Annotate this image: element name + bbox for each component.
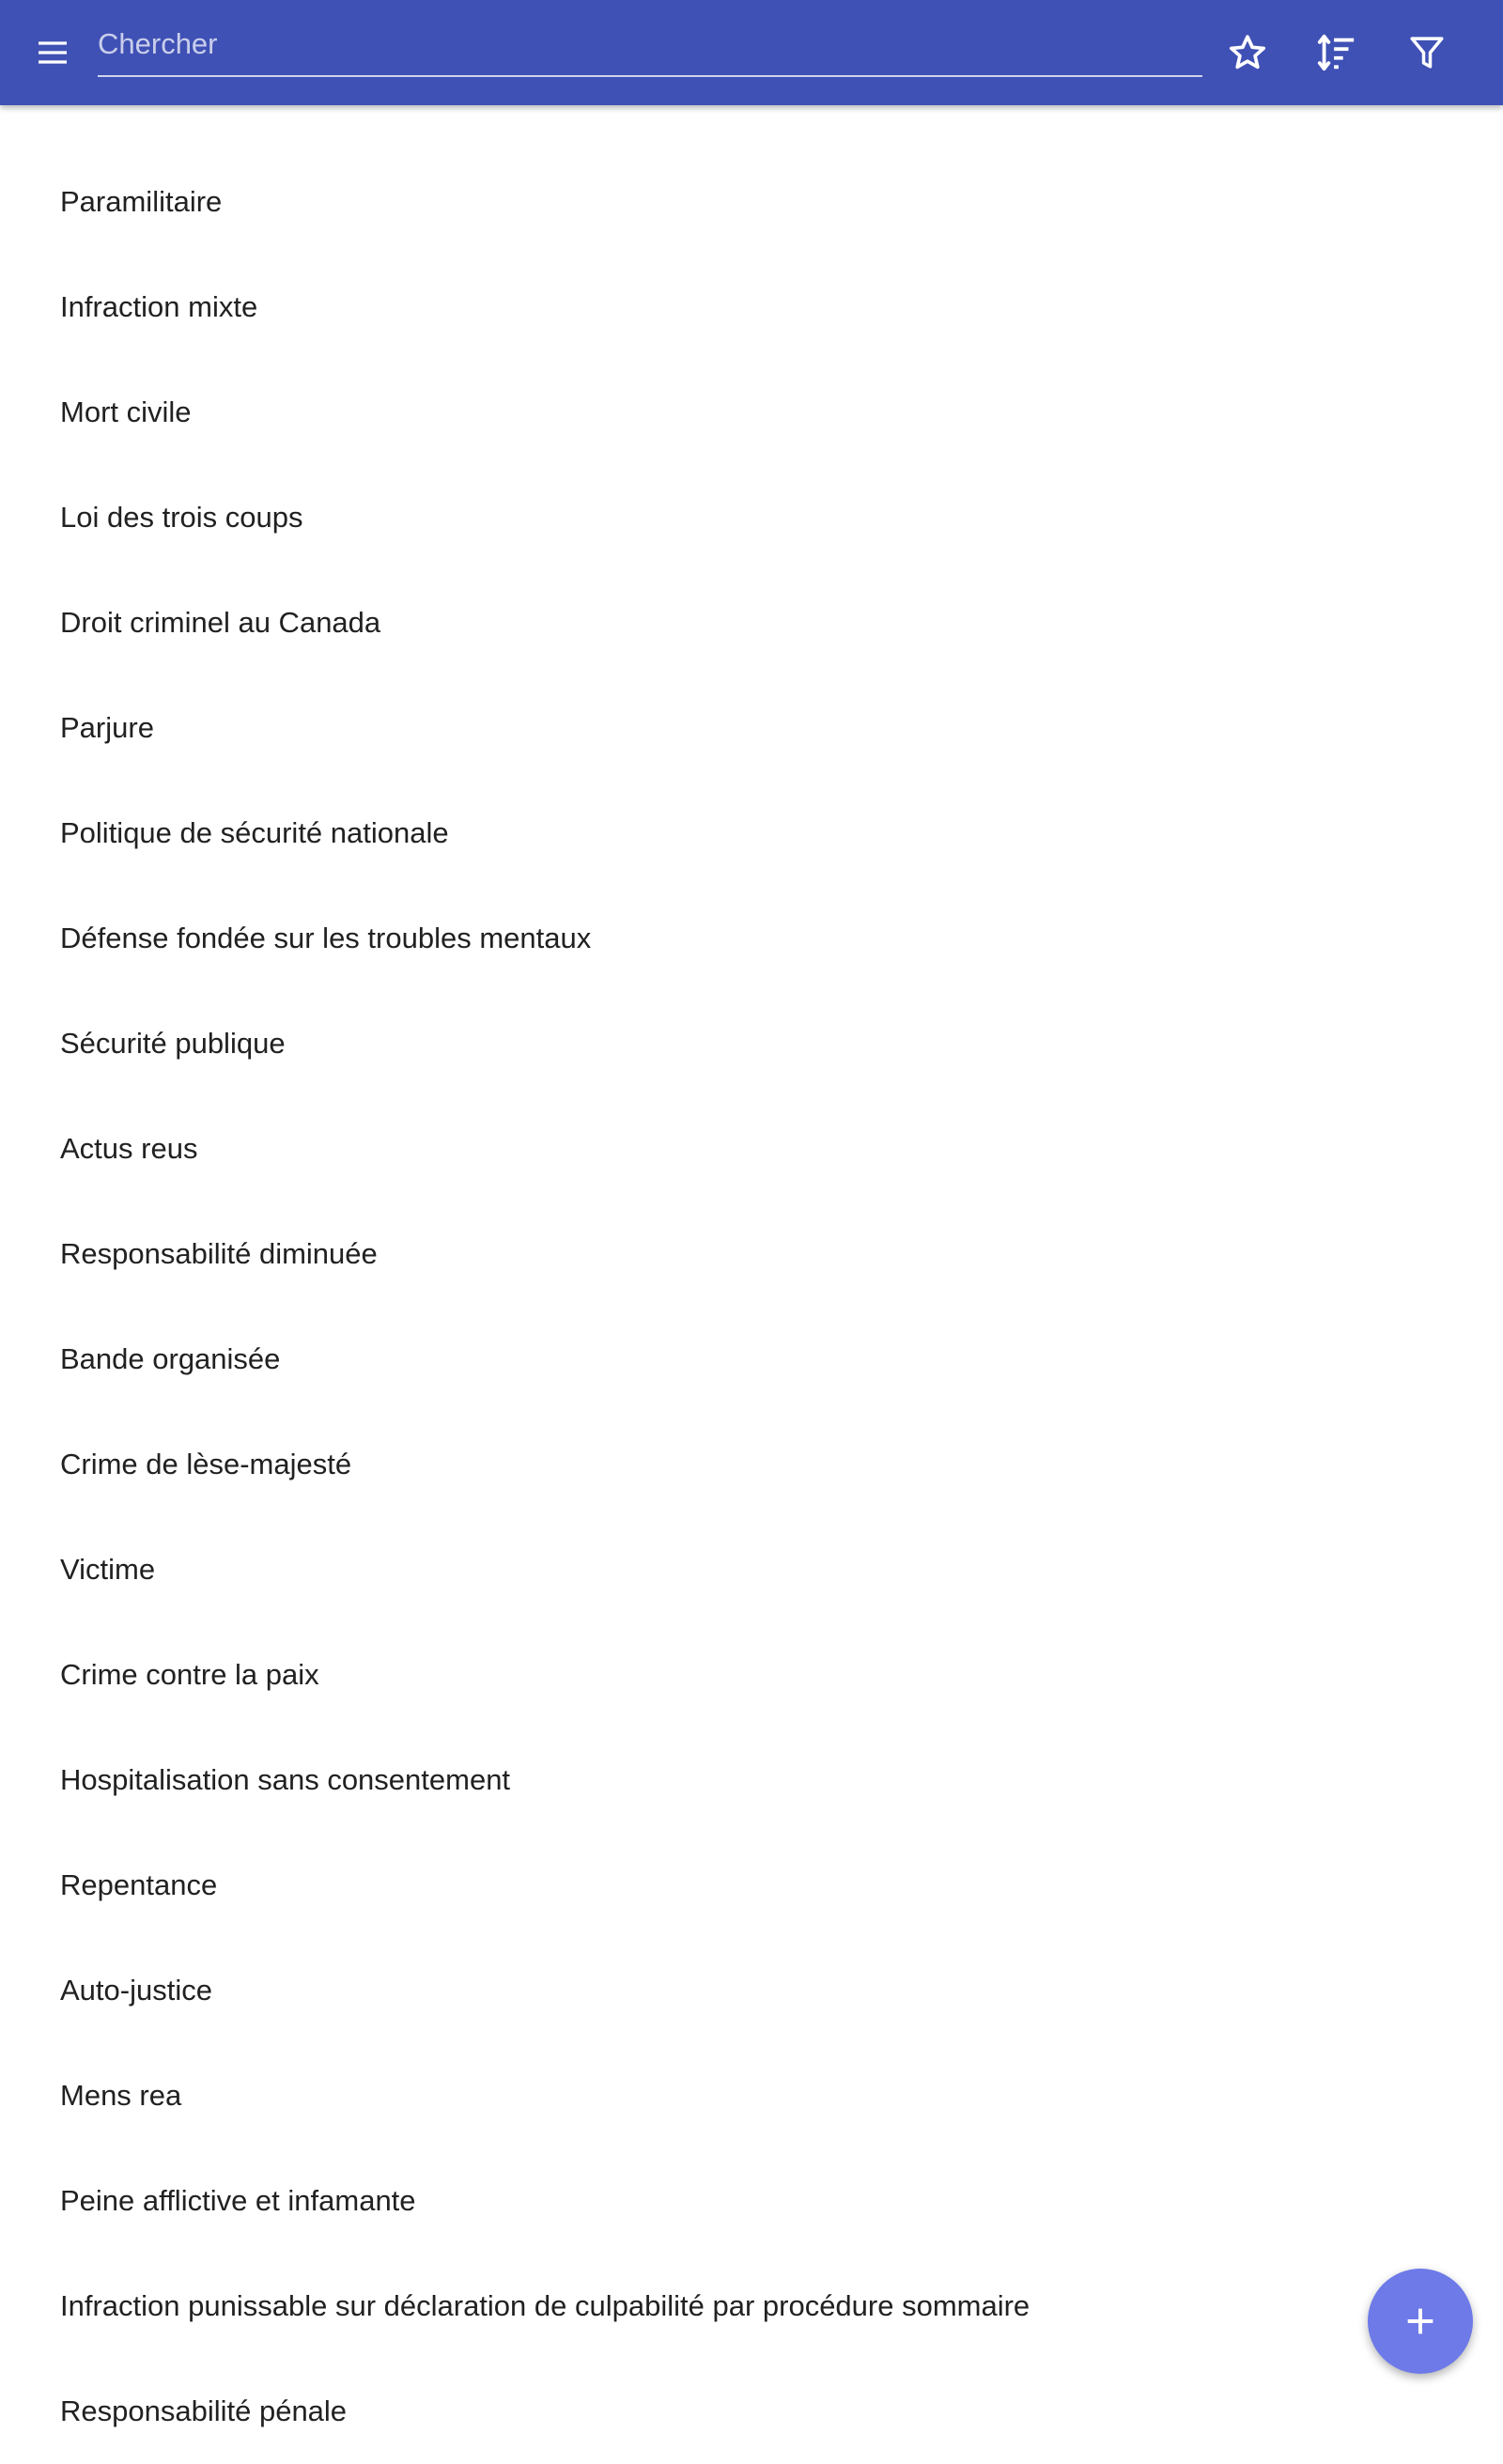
star-outline-icon xyxy=(1227,32,1268,73)
list-item[interactable]: Bande organisée xyxy=(60,1342,281,1375)
list-item[interactable]: Auto-justice xyxy=(60,1974,212,2007)
filter-icon xyxy=(1407,33,1447,72)
search-field-container xyxy=(98,17,1202,77)
list-item[interactable]: Parjure xyxy=(60,711,154,744)
list-item[interactable]: Victime xyxy=(60,1553,156,1586)
list-item[interactable]: Responsabilité pénale xyxy=(60,2394,348,2427)
list-item[interactable]: Sécurité publique xyxy=(60,1027,286,1060)
list-item[interactable]: Hospitalisation sans consentement xyxy=(60,1763,511,1796)
list-item[interactable]: Mort civile xyxy=(60,395,192,428)
list-item[interactable]: Loi des trois coups xyxy=(60,501,303,534)
sort-icon xyxy=(1315,31,1358,74)
add-button[interactable] xyxy=(1368,2269,1473,2374)
article-list xyxy=(0,105,1503,2427)
list-item[interactable]: Paramilitaire xyxy=(60,185,223,218)
menu-button[interactable] xyxy=(21,21,85,85)
list-item[interactable]: Crime contre la paix xyxy=(60,1658,319,1691)
search-input[interactable] xyxy=(98,17,1202,71)
list-item[interactable]: Infraction punissable sur déclaration de culpabilité par procédure sommaire xyxy=(60,2289,1030,2322)
list-item[interactable]: Peine afflictive et infamante xyxy=(60,2184,416,2217)
top-app-bar xyxy=(0,0,1503,105)
favorites-button[interactable] xyxy=(1216,21,1279,85)
list-item[interactable]: Crime de lèse-majesté xyxy=(60,1448,352,1480)
list-item[interactable]: Actus reus xyxy=(60,1132,198,1165)
list-item[interactable]: Mens rea xyxy=(60,2079,182,2112)
plus-icon xyxy=(1402,2302,1439,2340)
list-item[interactable]: Repentance xyxy=(60,1868,218,1901)
list-item[interactable]: Infraction mixte xyxy=(60,290,258,323)
list-item[interactable]: Droit criminel au Canada xyxy=(60,606,381,639)
filter-button[interactable] xyxy=(1395,21,1459,85)
list-item[interactable]: Politique de sécurité nationale xyxy=(60,816,449,849)
sort-button[interactable] xyxy=(1305,21,1369,85)
list-item[interactable]: Responsabilité diminuée xyxy=(60,1237,378,1270)
menu-icon xyxy=(34,34,71,71)
list-item[interactable]: Défense fondée sur les troubles mentaux xyxy=(60,922,592,954)
